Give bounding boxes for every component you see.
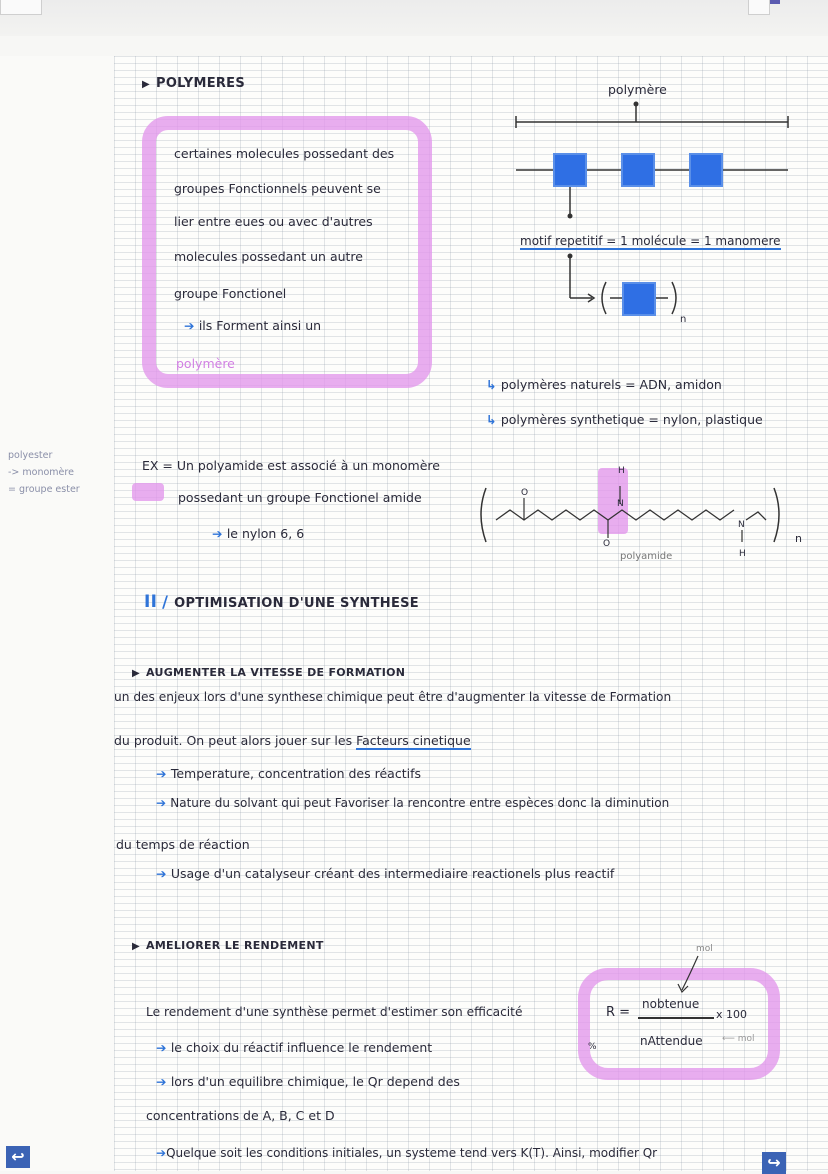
- motif-dot: [568, 214, 573, 219]
- vitesse-bullet-1: ➔ Temperature, concentration des réactifs: [156, 766, 421, 781]
- monomer-square-2: [621, 153, 655, 187]
- type-synthetique: ↳ polymères synthetique = nylon, plastique: [486, 412, 763, 427]
- chain-end: [746, 512, 766, 520]
- definition-line-2: groupes Fonctionnels peuvent se: [174, 181, 381, 196]
- subsection-rendement-title: ▶ AMELIORER LE RENDEMENT: [132, 939, 324, 952]
- atom-o-bottom: O: [603, 539, 611, 549]
- definition-line-1: certaines molecules possedant des: [174, 146, 395, 161]
- triangle-bullet-icon: ▶: [132, 668, 140, 679]
- right-arrow-icon: ➔: [212, 526, 227, 541]
- vitesse-continuation: du temps de réaction: [116, 837, 250, 852]
- rendement-bullet-2: ➔ lors d'un equilibre chimique, le Qr depend des: [156, 1074, 460, 1089]
- atom-o-left: O: [521, 488, 529, 498]
- vitesse-bullet-2: ➔ Nature du solvant qui peut Favoriser la rencontre entre espèces donc la diminution: [156, 796, 670, 810]
- definition-line-3: lier entre eues ou avec d'autres: [174, 214, 373, 229]
- example-line-1: EX = Un polyamide est associé à un monomère: [142, 458, 440, 473]
- arrow-dot: [568, 254, 573, 259]
- polyamide-label: polyamide: [620, 551, 673, 562]
- right-arrow-icon: ➔: [156, 796, 171, 810]
- repeat-subscript-n: n: [680, 314, 687, 325]
- formula-percent: %: [588, 1042, 597, 1052]
- example-line-3: ➔ le nylon 6, 6: [212, 526, 305, 541]
- repeat-unit-square: [622, 282, 656, 316]
- atom-h-right: H: [739, 549, 746, 559]
- vitesse-paragraph-1: un des enjeux lors d'une synthese chimique peut être d'augmenter la vitesse de Formation: [114, 690, 672, 704]
- monomer-square-1: [553, 153, 587, 187]
- definition-line-4: molecules possedant un autre: [174, 249, 363, 264]
- rendement-intro: Le rendement d'une synthèse permet d'estimer son efficacité: [146, 1005, 523, 1019]
- definition-line-5: groupe Fonctionel: [174, 286, 287, 301]
- formula-lhs: R =: [606, 1005, 631, 1020]
- diagram-label-polymere: polymère: [608, 82, 667, 97]
- unit-arrow: [668, 952, 708, 996]
- right-arrow-icon: ➔: [156, 1074, 171, 1089]
- structure-paren-right: [774, 488, 779, 542]
- formula-numerator: nobtenue: [642, 997, 700, 1011]
- bookmark-marker: [770, 0, 780, 4]
- previous-page-corner: [0, 0, 42, 15]
- formula-denominator: nAttendue: [640, 1034, 703, 1048]
- vitesse-bullet-3: ➔ Usage d'un catalyseur créant des intermediaire reactionels plus reactif: [156, 866, 615, 881]
- chain-zigzag-1: [496, 510, 608, 520]
- section-title-polymeres: ▶ POLYMERES: [142, 76, 246, 91]
- polymere-highlight-word: polymère: [176, 356, 235, 371]
- example-line-2: possedant un groupe Fonctionel amide: [178, 490, 422, 505]
- rendement-bullet-1: ➔ le choix du réactif influence le rendement: [156, 1040, 433, 1055]
- right-arrow-icon: ➔: [156, 766, 171, 781]
- unit-mol-top: mol: [696, 944, 713, 954]
- top-strip: [0, 0, 828, 36]
- type-naturels: ↳ polymères naturels = ADN, amidon: [486, 377, 722, 392]
- margin-note-line2: -> monomère: [8, 467, 74, 478]
- right-arrow-icon: ➔: [184, 318, 199, 333]
- unit-mol-right: ⟵ mol: [722, 1034, 755, 1044]
- paren-right: [672, 282, 676, 314]
- atom-h-top: H: [618, 466, 625, 476]
- next-page-corner: [748, 0, 770, 15]
- left-arrow-icon: ⟵: [722, 1034, 738, 1044]
- triangle-bullet-icon: ▶: [132, 941, 140, 952]
- triangle-bullet-icon: ▶: [142, 79, 150, 90]
- vitesse-paragraph-2: du produit. On peut alors jouer sur les Facteurs cinetique: [114, 733, 471, 748]
- definition-conclusion: ➔ ils Forment ainsi un: [184, 318, 322, 333]
- right-arrow-icon: ➔: [156, 1146, 167, 1160]
- monomer-square-3: [689, 153, 723, 187]
- curved-arrow-icon: ↳: [486, 412, 501, 427]
- subsection-vitesse-title: ▶ AUGMENTER LA VITESSE DE FORMATION: [132, 666, 406, 679]
- motif-repetitif-label: motif repetitif = 1 molécule = 1 manomere: [520, 234, 781, 248]
- example-highlight-mark: [132, 483, 164, 501]
- right-arrow-icon: ➔: [156, 1040, 171, 1055]
- section2-heading: II / OPTIMISATION D'UNE SYNTHESE: [144, 592, 419, 612]
- polymer-diagram: [510, 98, 820, 338]
- structure-subscript-n: n: [795, 532, 802, 545]
- margin-note-line3: = groupe ester: [8, 484, 80, 495]
- fraction-bar: [638, 1017, 714, 1019]
- rendement-last-line: ➔Quelque soit les conditions initiales, un systeme tend vers K(T). Ainsi, modifier Qr: [156, 1146, 658, 1160]
- chain-zigzag-2: [608, 510, 734, 520]
- back-page-icon[interactable]: ↩: [6, 1146, 30, 1168]
- atom-n-top: N: [617, 499, 624, 509]
- atom-n-right: N: [738, 520, 745, 530]
- curved-arrow-icon: ↳: [486, 377, 501, 392]
- structure-paren-left: [481, 488, 486, 542]
- bracket-dot: [634, 102, 639, 107]
- left-margin: [0, 56, 114, 1171]
- rendement-continuation: concentrations de A, B, C et D: [146, 1108, 335, 1123]
- formula-factor: x 100: [716, 1008, 748, 1021]
- right-arrow-icon: ➔: [156, 866, 171, 881]
- margin-note-line1: polyester: [8, 450, 53, 461]
- next-page-icon[interactable]: ↪: [762, 1152, 786, 1174]
- paren-left: [602, 282, 606, 314]
